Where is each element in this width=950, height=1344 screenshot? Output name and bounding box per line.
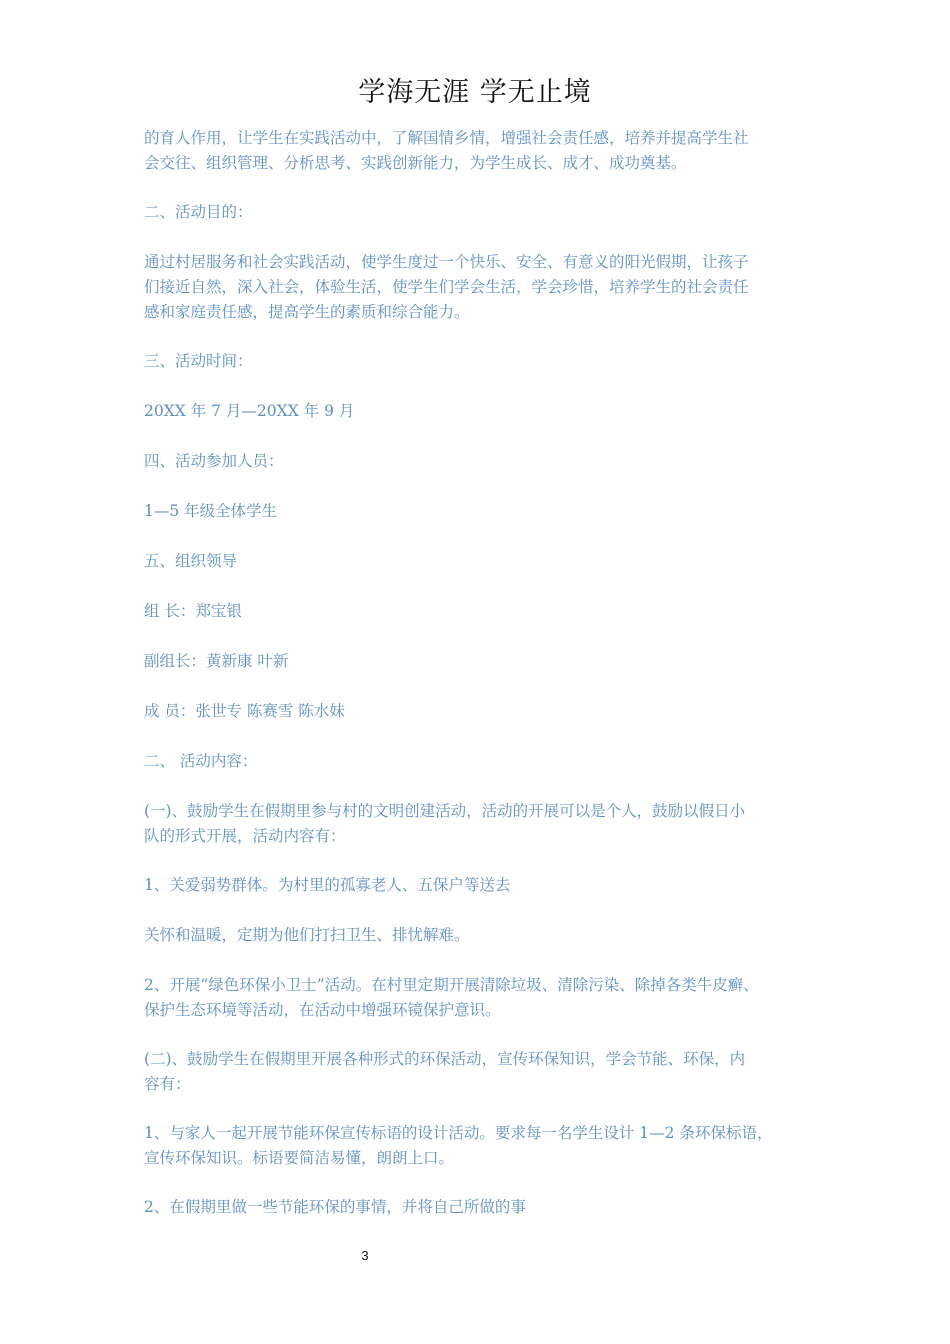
paragraph-line: 二、活动目的： [144,203,253,221]
paragraph-line: 1、关爱弱势群体。为村里的孤寡老人、五保户等送去 [144,876,511,894]
paragraph-line: 队的形式开展，活动内容有： [144,827,346,845]
paragraph [144,599,824,624]
paragraph [144,799,824,849]
paragraph-line: 三、活动时间： [144,352,253,370]
paragraph-line: 二、 活动内容： [144,752,258,770]
paragraph [144,699,824,724]
paragraph [144,399,824,424]
paragraph [144,349,824,374]
paragraph [144,873,824,898]
paragraph-line: 1—5 年级全体学生 [144,502,278,520]
paragraph [144,449,824,474]
paragraph [144,749,824,774]
paragraph-line: (二)、鼓励学生在假期里开展各种形式的环保活动，宣传环保知识，学会节能、环保，内 [144,1050,746,1068]
paragraph-line: 容有： [144,1075,191,1093]
paragraph-line: 宣传环保知识。标语要简洁易懂，朗朗上口。 [144,1149,455,1167]
page-number: 3 [361,1248,369,1263]
paragraph-line: 四、活动参加人员： [144,452,284,470]
paragraph-line: (一)、鼓励学生在假期里参与村的文明创建活动，活动的开展可以是个人，鼓励以假日小 [144,802,746,820]
paragraph-line: 通过村居服务和社会实践活动，使学生度过一个快乐、安全、有意义的阳光假期，让孩子 [144,253,749,271]
paragraph [144,1047,824,1097]
paragraph [144,1121,824,1171]
paragraph-line: 20XX 年 7 月—20XX 年 9 月 [144,402,355,420]
paragraph [144,649,824,674]
paragraph-line: 1、与家人一起开展节能环保宣传标语的设计活动。要求每一名学生设计 1—2 条环保标语， [144,1124,773,1142]
paragraph-line: 2、在假期里做一些节能环保的事情，并将自己所做的事 [144,1198,526,1216]
paragraph-line: 2、开展“绿色环保小卫士”活动。在村里定期开展清除垃圾、清除污染、除掉各类牛皮癣、 [144,976,759,994]
paragraph-line: 会交往、组织管理、分析思考、实践创新能力，为学生成长、成才、成功奠基。 [144,154,687,172]
paragraph [144,1195,824,1220]
paragraph [144,973,824,1023]
paragraph [144,200,824,225]
paragraph-line: 的育人作用，让学生在实践活动中，了解国情乡情，增强社会责任感，培养并提高学生社 [144,129,749,147]
paragraph [144,499,824,524]
paragraph-line: 们接近自然，深入社会，体验生活，使学生们学会生活，学会珍惜，培养学生的社会责任 [144,278,749,296]
paragraph-line: 五、组织领导 [144,552,238,570]
paragraph-line: 成 员：张世专 陈赛雪 陈水妹 [144,702,345,720]
paragraph-line: 关怀和温暖，定期为他们打扫卫生、排忧解难。 [144,926,470,944]
paragraph-line: 感和家庭责任感，提高学生的素质和综合能力。 [144,303,470,321]
paragraph [144,549,824,574]
paragraph [144,923,824,948]
page-header: 学海无涯 学无止境 [358,77,592,108]
paragraph-line: 保护生态环境等活动，在活动中增强环镜保护意识。 [144,1001,501,1019]
paragraph-line: 副组长：黄新康 叶新 [144,652,289,670]
paragraph [144,126,824,176]
paragraph-line: 组 长：郑宝银 [144,602,242,620]
paragraph [144,250,824,325]
